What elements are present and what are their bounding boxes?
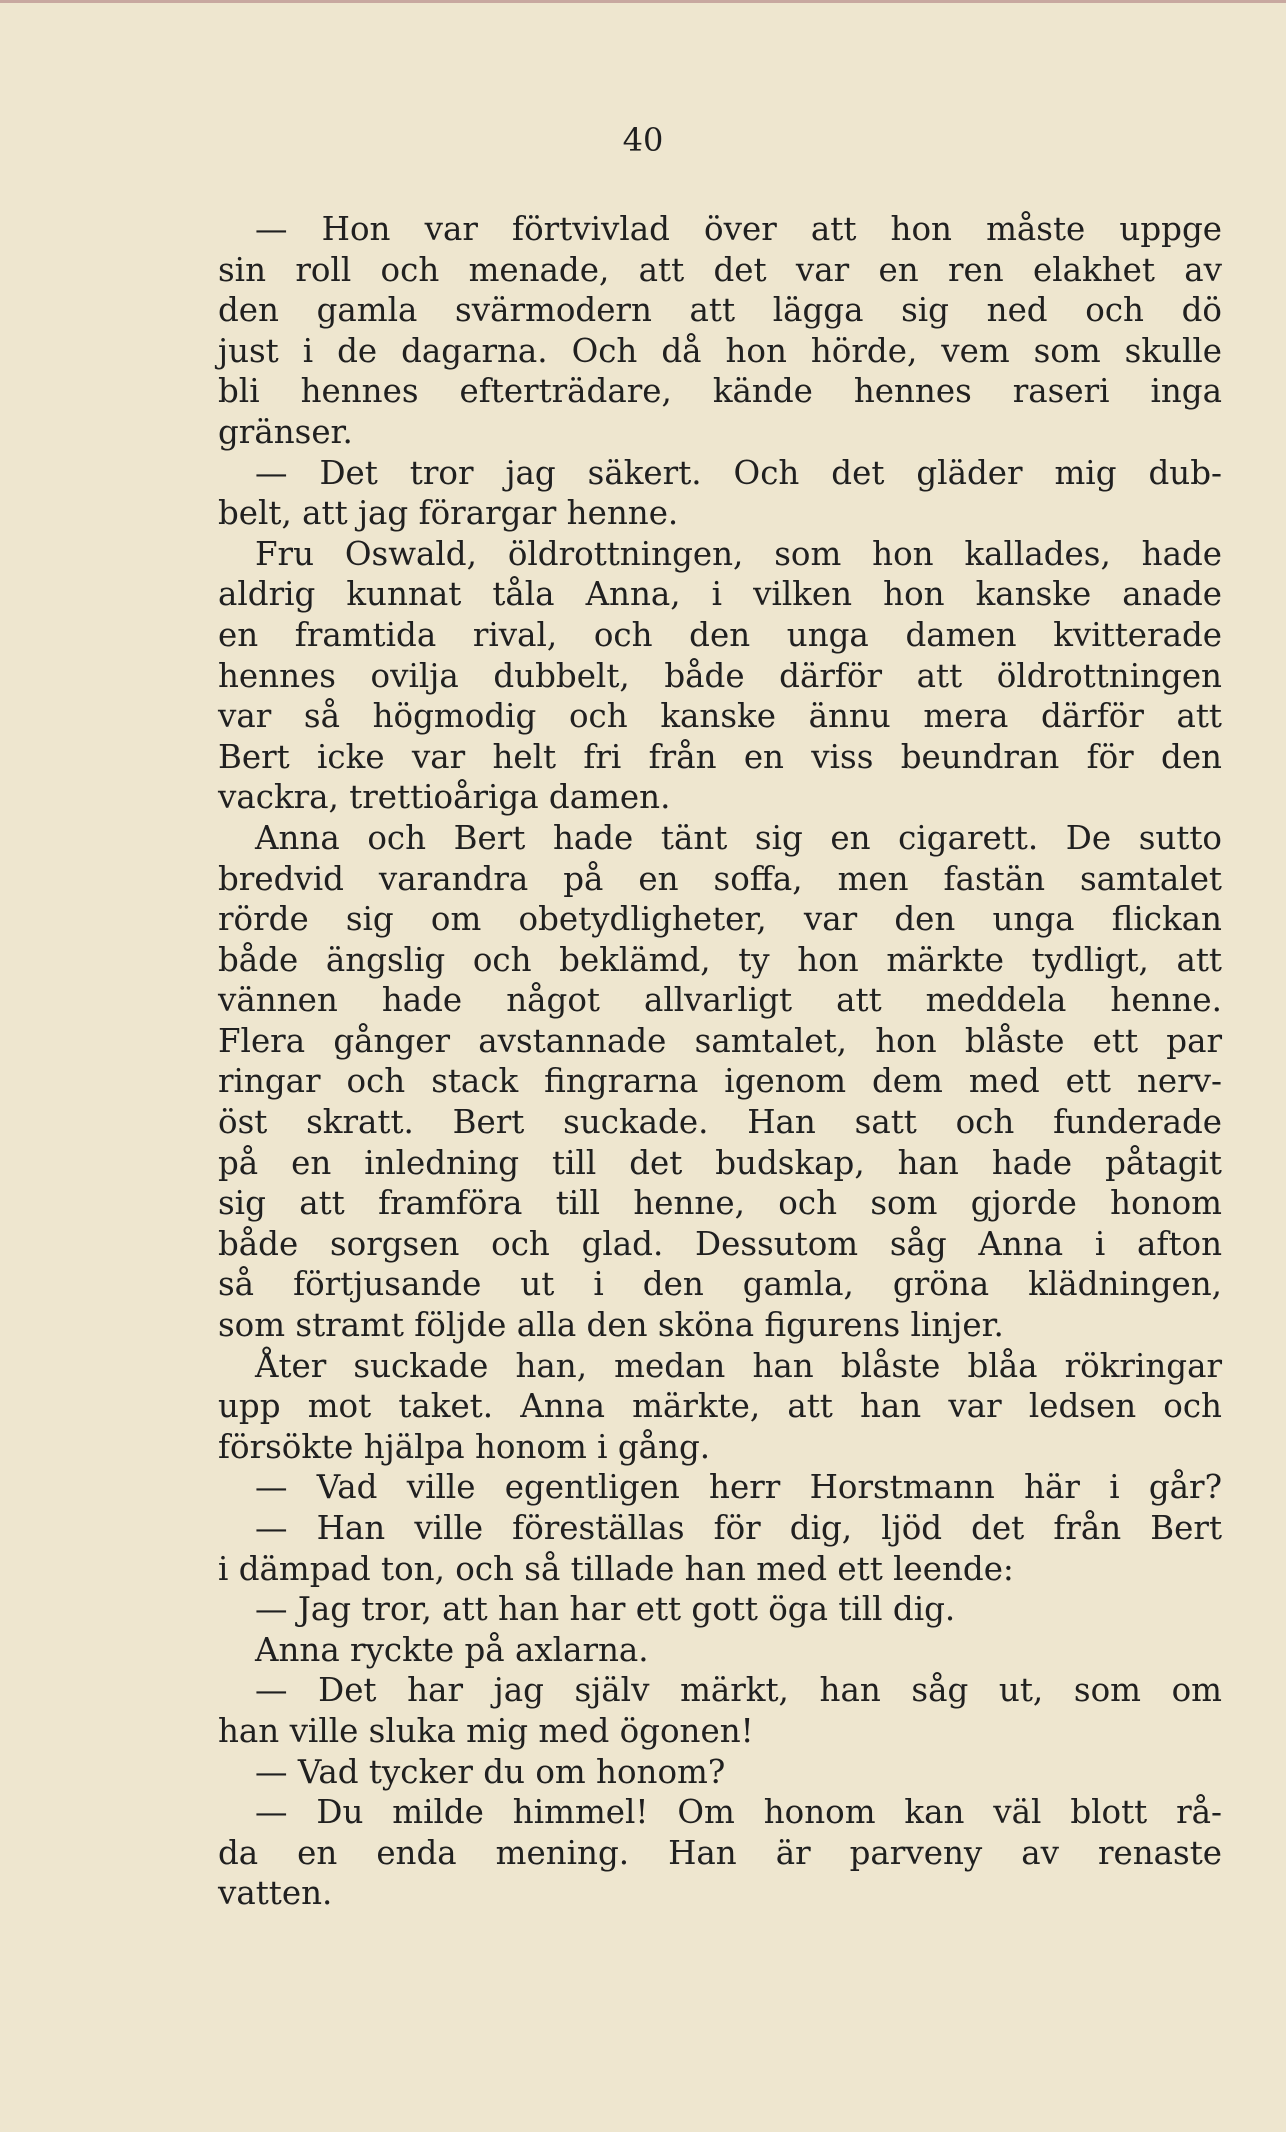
text-line: försökte hjälpa honom i gång. bbox=[218, 1427, 711, 1466]
text-line: hennes ovilja dubbelt, både därför att öldrottningen bbox=[218, 656, 1222, 695]
text-line: både sorgsen och glad. Dessutom såg Anna i afton bbox=[218, 1224, 1222, 1263]
text-line: i dämpad ton, och så tillade han med ett leende: bbox=[218, 1549, 1014, 1588]
body-text bbox=[218, 209, 1222, 1914]
text-line: da en enda mening. Han är parveny av renaste bbox=[218, 1833, 1222, 1872]
text-line: bli hennes efterträdare, kände hennes raseri inga bbox=[218, 372, 1222, 411]
text-line: sig att framföra till henne, och som gjorde honom bbox=[218, 1184, 1222, 1223]
text-line: en framtida rival, och den unga damen kvitterade bbox=[218, 615, 1222, 654]
text-line: Anna ryckte på axlarna. bbox=[255, 1630, 649, 1669]
text-line: så förtjusande ut i den gamla, gröna klädningen, bbox=[218, 1265, 1222, 1304]
text-line: Flera gånger avstannade samtalet, hon blåste ett par bbox=[218, 1021, 1222, 1060]
text-line: på en inledning till det budskap, han hade påtagit bbox=[218, 1143, 1222, 1182]
text-line: Bert icke var helt fri från en viss beundran för den bbox=[218, 737, 1222, 776]
text-line: både ängslig och beklämd, ty hon märkte tydligt, att bbox=[218, 940, 1222, 979]
text-line: han ville sluka mig med ögonen! bbox=[218, 1711, 754, 1750]
text-line: gränser. bbox=[218, 412, 353, 451]
text-line: vännen hade något allvarligt att meddela henne. bbox=[218, 981, 1222, 1020]
text-line: öst skratt. Bert suckade. Han satt och funderade bbox=[218, 1103, 1222, 1142]
text-line: — Det har jag själv märkt, han såg ut, som om bbox=[255, 1671, 1222, 1710]
text-line: Fru Oswald, öldrottningen, som hon kallades, hade bbox=[255, 534, 1222, 573]
text-line: belt, att jag förargar henne. bbox=[218, 494, 679, 533]
text-line: just i de dagarna. Och då hon hörde, vem som skulle bbox=[218, 331, 1222, 370]
text-line: Åter suckade han, medan han blåste blåa rökringar bbox=[255, 1346, 1222, 1385]
text-line: — Vad tycker du om honom? bbox=[255, 1752, 726, 1791]
text-line: — Hon var förtvivlad över att hon måste uppge bbox=[255, 210, 1222, 248]
text-line: — Det tror jag säkert. Och det gläder mig dub- bbox=[255, 453, 1222, 492]
text-line: — Jag tror, att han har ett gott öga till dig. bbox=[255, 1590, 956, 1629]
text-line: den gamla svärmodern att lägga sig ned och dö bbox=[218, 291, 1222, 330]
text-line: vackra, trettioåriga damen. bbox=[218, 778, 671, 817]
text-line: aldrig kunnat tåla Anna, i vilken hon kanske anade bbox=[218, 575, 1222, 614]
text-line: Anna och Bert hade tänt sig en cigarett. De sutto bbox=[255, 818, 1222, 857]
text-line: — Han ville föreställas för dig, ljöd det från Bert bbox=[255, 1509, 1222, 1547]
text-line: upp mot taket. Anna märkte, att han var ledsen och bbox=[218, 1387, 1222, 1426]
text-line: rörde sig om obetydligheter, var den unga flickan bbox=[218, 900, 1222, 939]
text-line: ringar och stack fingrarna igenom dem med ett nerv- bbox=[218, 1062, 1222, 1101]
text-line: var så högmodig och kanske ännu mera därför att bbox=[218, 697, 1222, 736]
text-line: bredvid varandra på en soffa, men fastän samtalet bbox=[218, 859, 1222, 898]
text-line: sin roll och menade, att det var en ren elakhet av bbox=[218, 250, 1222, 289]
text-line: — Du milde himmel! Om honom kan väl blott rå- bbox=[255, 1793, 1222, 1832]
text-line: vatten. bbox=[218, 1874, 333, 1913]
text-line: som stramt följde alla den sköna figurens linjer. bbox=[218, 1306, 1004, 1345]
text-line: — Vad ville egentligen herr Horstmann här i går? bbox=[255, 1468, 1222, 1507]
page-number: 40 bbox=[622, 121, 664, 159]
